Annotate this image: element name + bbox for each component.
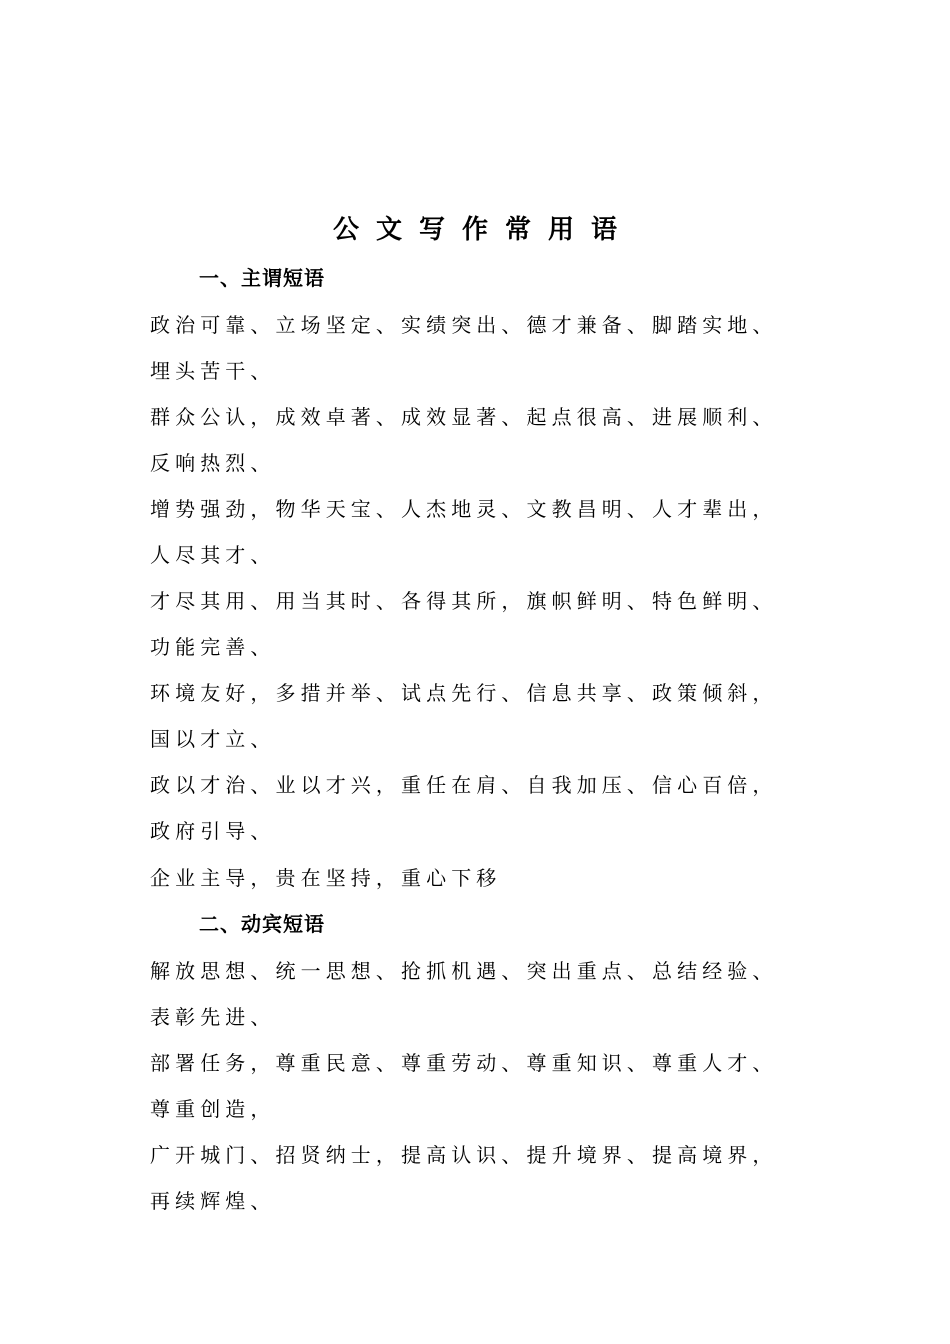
- section-heading-subject-predicate: 一、主谓短语: [199, 266, 325, 290]
- paragraph: 才尽其用、用当其时、各得其所，旗帜鲜明、特色鲜明、功能完善、: [150, 589, 778, 659]
- paragraph: 广开城门、招贤纳士，提高认识、提升境界、提高境界，再续辉煌、: [150, 1143, 778, 1213]
- paragraph: 政治可靠、立场坚定、实绩突出、德才兼备、脚踏实地、埋头苦干、: [150, 313, 778, 383]
- paragraph: 增势强劲，物华天宝、人杰地灵、文教昌明、人才辈出，人尽其才、: [150, 497, 778, 567]
- paragraph: 企业主导，贵在坚持，重心下移: [150, 866, 502, 890]
- document-title: 公文写作常用语: [332, 215, 634, 245]
- section-heading-verb-object: 二、动宾短语: [199, 912, 325, 936]
- paragraph: 政以才治、业以才兴，重任在肩、自我加压、信心百倍，政府引导、: [150, 773, 778, 843]
- paragraph: 解放思想、统一思想、抢抓机遇、突出重点、总结经验、表彰先进、: [150, 959, 778, 1029]
- paragraph: 部署任务，尊重民意、尊重劳动、尊重知识、尊重人才、尊重创造，: [150, 1051, 778, 1121]
- paragraph: 环境友好，多措并举、试点先行、信息共享、政策倾斜，国以才立、: [150, 681, 778, 751]
- paragraph: 群众公认，成效卓著、成效显著、起点很高、进展顺利、反响热烈、: [150, 405, 778, 475]
